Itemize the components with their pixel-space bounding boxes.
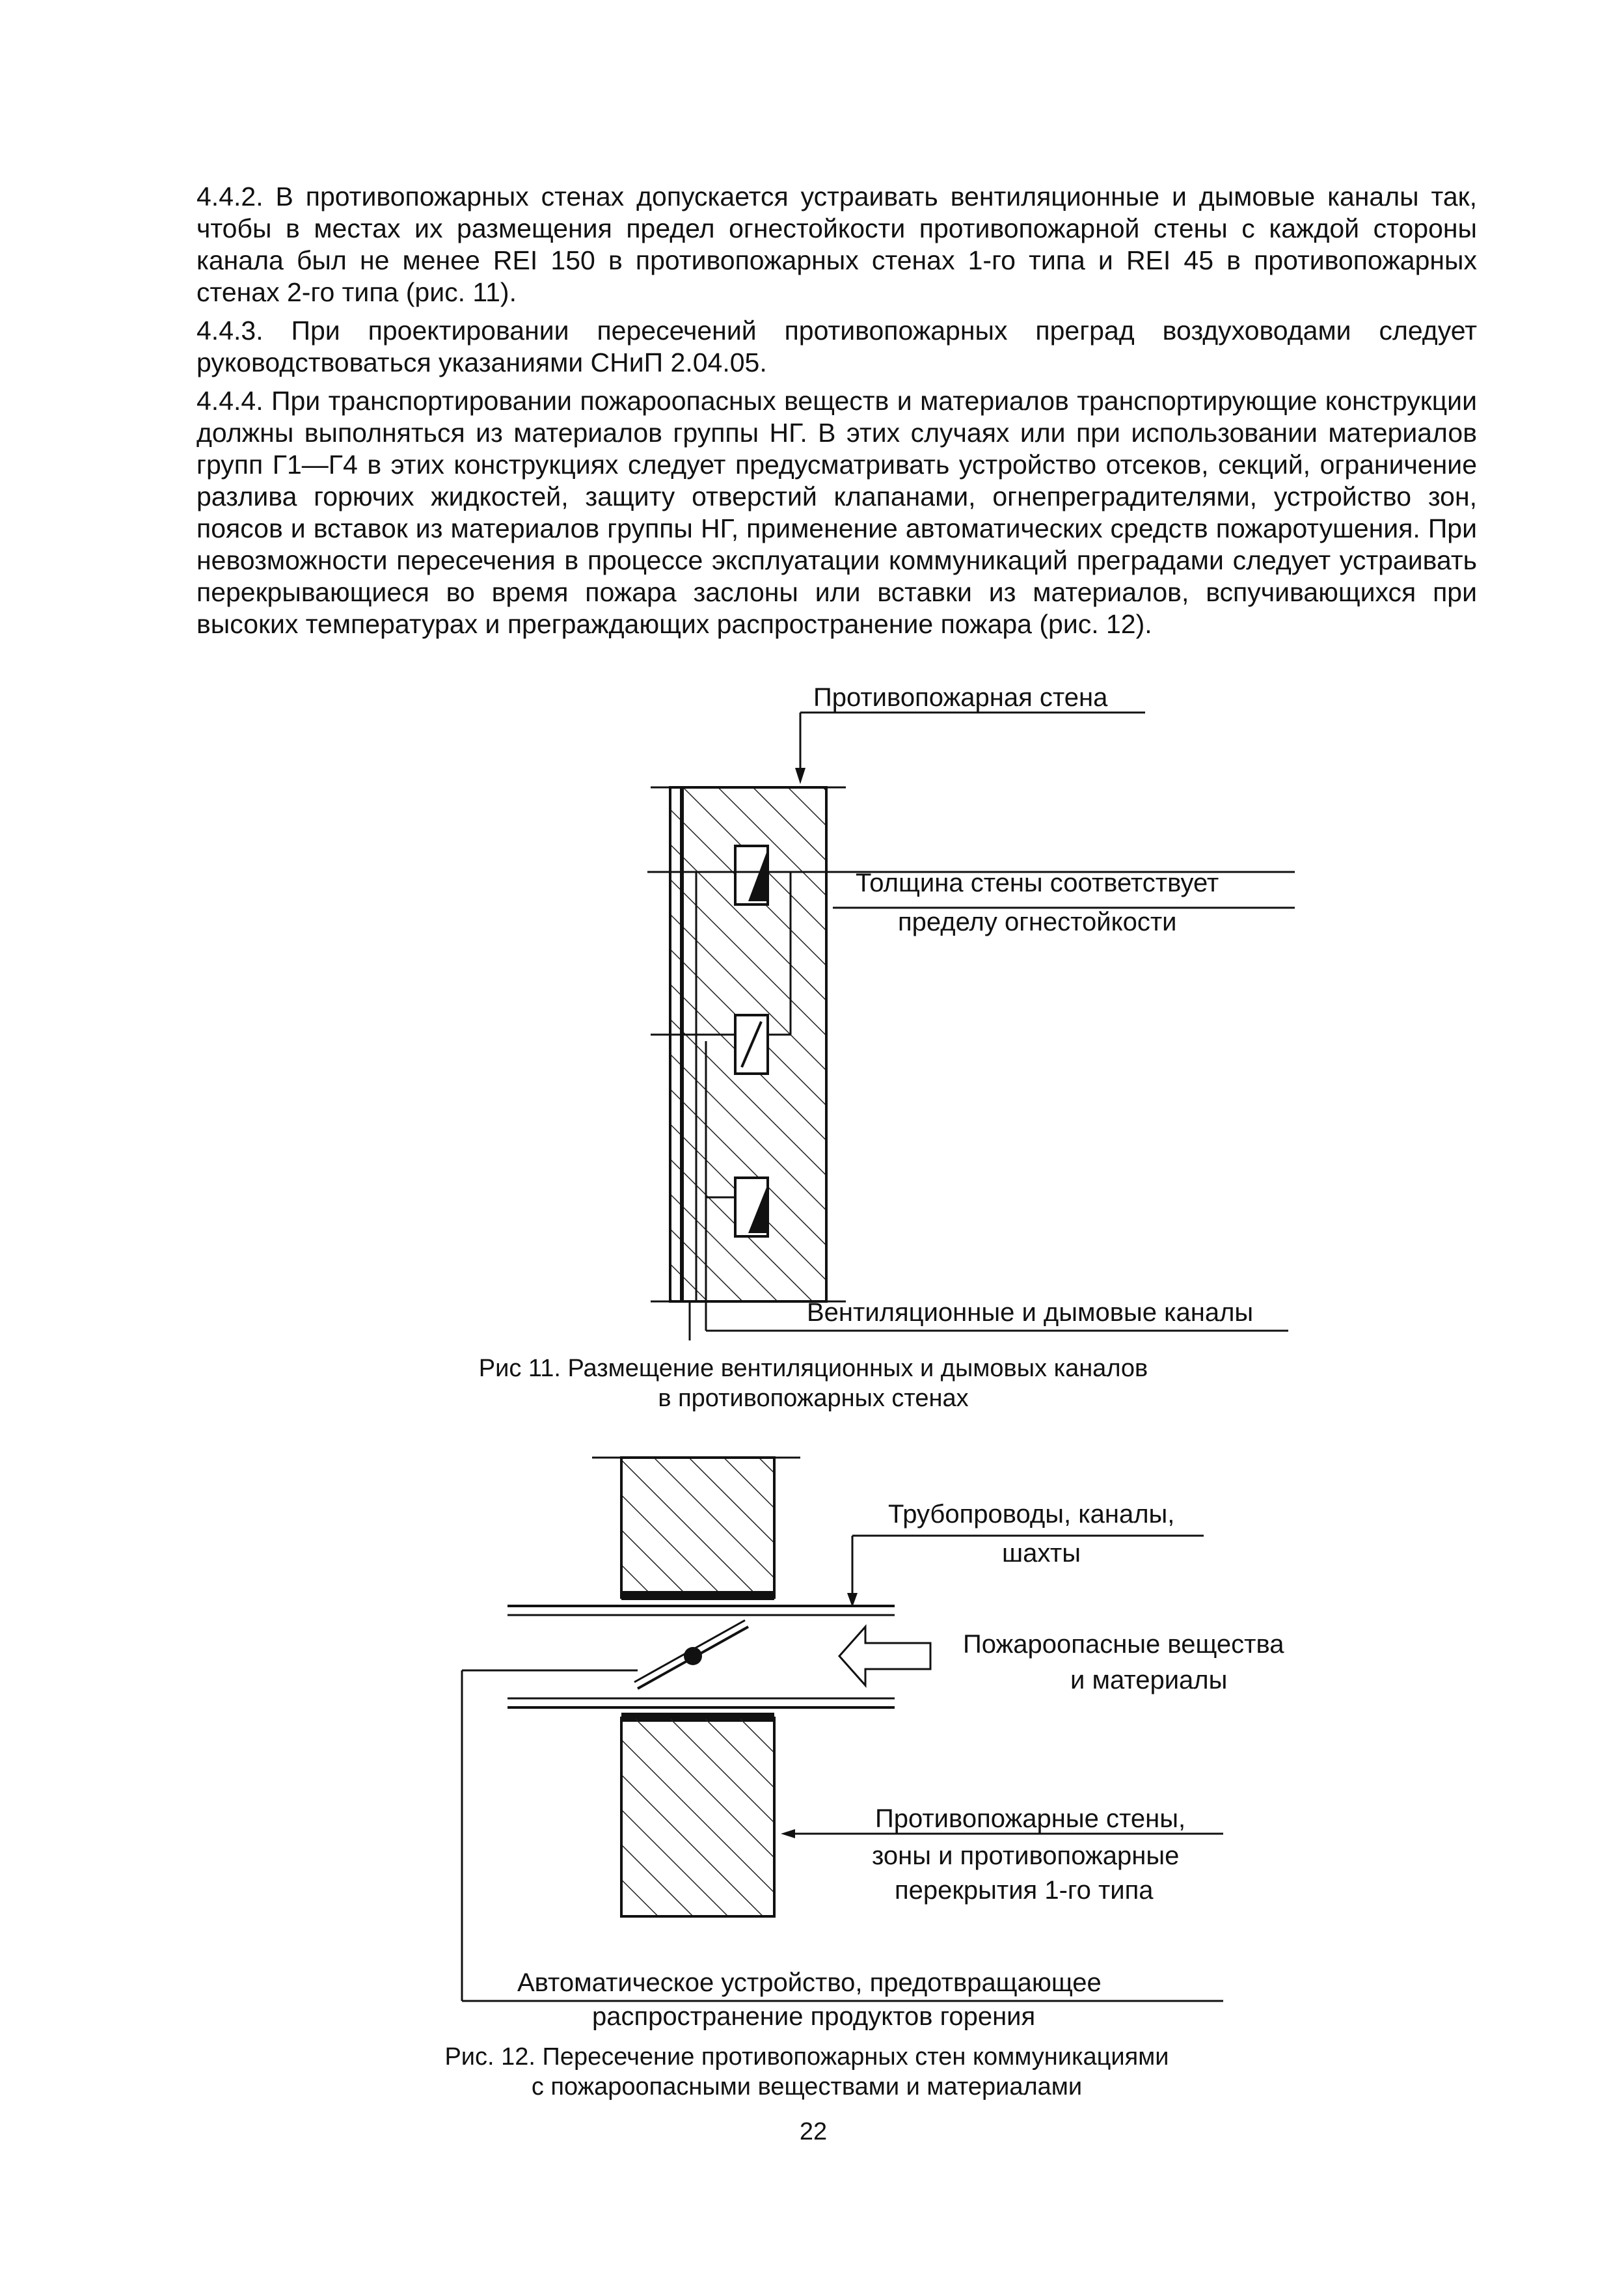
upper-wall-section (592, 1458, 800, 1600)
page-number: 22 (799, 2118, 828, 2145)
label-thickness-1: Толщина стены соответствует (856, 869, 1219, 897)
lower-wall-section (621, 1713, 774, 1916)
channel-3 (735, 1178, 768, 1236)
label-walls-3: перекрытия 1-го типа (895, 1876, 1154, 1905)
figure-11-caption-line-2: в противопожарных стенах (658, 1385, 969, 1412)
body-text (196, 181, 1477, 647)
flow-arrow-icon (839, 1627, 930, 1685)
figure-11-caption-line-1: Рис 11. Размещение вентиляционных и дымовых каналов (478, 1355, 1148, 1382)
channel-2 (735, 1015, 768, 1074)
label-walls-1: Противопожарные стены, (875, 1804, 1186, 1833)
label-walls-2: зоны и противопожарные (872, 1842, 1180, 1870)
label-thickness-2: пределу огнестойкости (898, 908, 1177, 936)
damper-icon (634, 1620, 748, 1689)
figure-11-caption (358, 1353, 1269, 1413)
label-device-2: распространение продуктов горения (592, 2002, 1036, 2030)
paragraph-4-4-3: 4.4.3. При проектировании пересечений противопожарных преград воздуховодами следует руководствоваться указаниями СНиП 2.04.05. (196, 316, 1477, 377)
label-pipes-1: Трубопроводы, каналы, (888, 1500, 1175, 1529)
label-substances-1: Пожароопасные вещества (963, 1630, 1284, 1659)
figure-12-caption-line-2: с пожароопасными веществами и материалами (531, 2073, 1083, 2100)
label-ventilation-channels: Вентиляционные и дымовые каналы (807, 1298, 1254, 1327)
paragraph-4-4-4: 4.4.4. При транспортировании пожароопасных веществ и материалов транспортирующие конструкции должны выполняться из материалов группы НГ. В этих случаях или при использовании материалов групп Г1—Г4 в этих конструкциях следует предусматривать устройство отсеков, секций, ограничение разлива горючих жидкостей, защиту отверстий клапанами, огнепреградителями, устройство зон, поясов и вставок из материалов группы НГ, применение автоматических средств пожаротушения. При невозможности пересечения в процессе эксплуатации коммуникаций преградами следует устраивать перекрывающиеся во время пожара заслоны или вставки из материалов, вспучивающихся при высоких температурах и преграждающих распространение пожара (рис. 12). (196, 386, 1477, 639)
figure-11-diagram (0, 677, 1624, 1380)
channel-1 (735, 846, 768, 904)
figure-12-caption-line-1: Рис. 12. Пересечение противопожарных стен коммуникациями (444, 2043, 1169, 2071)
paragraph-4-4-2: 4.4.2. В противопожарных стенах допускается устраивать вентиляционные и дымовые каналы так, чтобы в местах их размещения предел огнестойкости противопожарной стены с каждой стороны канала был не менее REI 150 в противопожарных стенах 1-го типа и REI 45 в противопожарных стенах 2-го типа (рис. 11). (196, 182, 1477, 307)
figure-12-diagram (0, 1432, 1624, 2030)
label-fire-wall: Противопожарная стена (813, 683, 1108, 712)
label-substances-2: и материалы (1070, 1666, 1228, 1694)
label-pipes-2: шахты (1002, 1539, 1081, 1568)
label-device-1: Автоматическое устройство, предотвращающее (517, 1968, 1102, 1997)
figure-12-caption (351, 2042, 1262, 2102)
